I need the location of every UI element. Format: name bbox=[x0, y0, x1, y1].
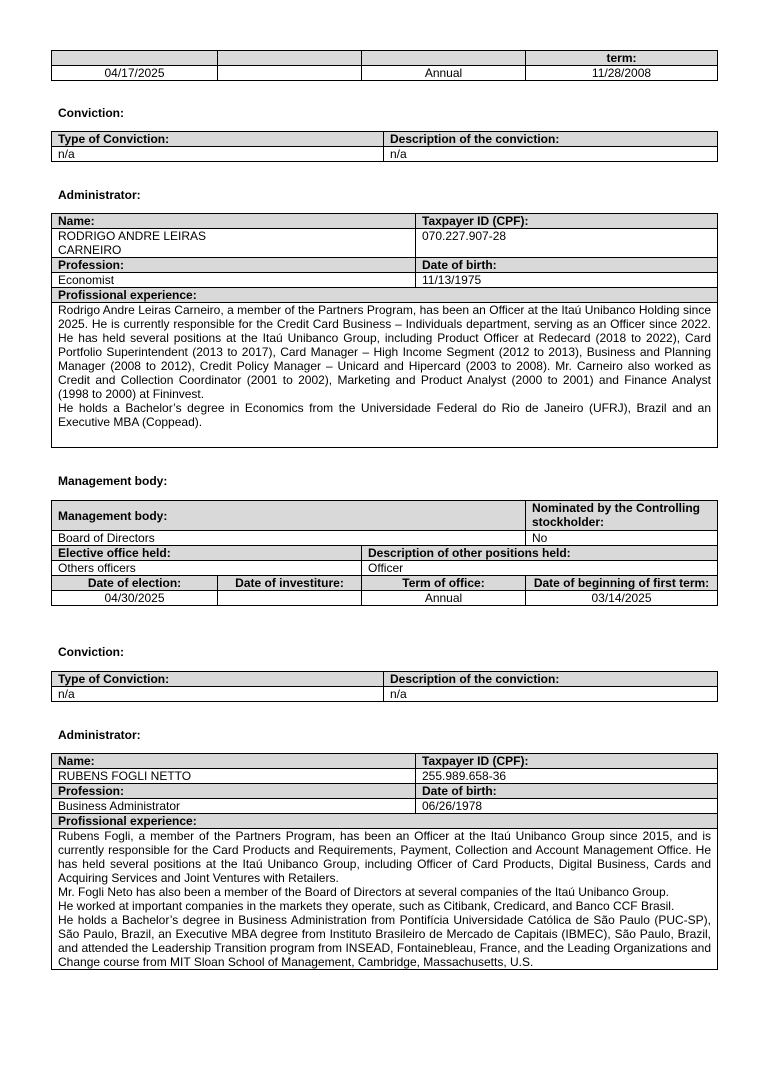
admin2-experience-paragraph: He worked at important companies in the markets they operate, such as Citibank, Credicard, and Banco CCF Brasil. bbox=[58, 899, 675, 913]
mgmt-investiture-value bbox=[218, 591, 362, 606]
admin1-experience-label: Profissional experience: bbox=[52, 288, 718, 303]
top-header-2 bbox=[218, 51, 362, 66]
conviction-table-2 bbox=[51, 671, 718, 702]
conviction-type-value: n/a bbox=[52, 147, 384, 162]
top-header-term: term: bbox=[526, 51, 718, 66]
admin1-dob-label: Date of birth: bbox=[416, 258, 718, 273]
management-body-heading: Management body: bbox=[58, 474, 168, 488]
conviction-desc-value: n/a bbox=[384, 687, 718, 702]
mgmt-body-value: Board of Directors bbox=[52, 531, 526, 546]
top-investiture-date bbox=[218, 66, 362, 81]
management-body-table bbox=[51, 500, 718, 606]
admin1-experience bbox=[52, 303, 718, 448]
admin2-profession: Business Administrator bbox=[52, 799, 416, 814]
conviction-heading-2: Conviction: bbox=[58, 645, 124, 659]
top-header-1 bbox=[52, 51, 218, 66]
mgmt-election-label: Date of election: bbox=[52, 576, 218, 591]
admin1-name-label: Name: bbox=[52, 214, 416, 229]
admin1-cpf-label: Taxpayer ID (CPF): bbox=[416, 214, 718, 229]
admin1-profession: Economist bbox=[52, 273, 416, 288]
mgmt-nominated-label: Nominated by the Controlling stockholder: bbox=[526, 501, 718, 531]
mgmt-elective-label: Elective office held: bbox=[52, 546, 362, 561]
mgmt-other-positions-label: Description of other positions held: bbox=[362, 546, 718, 561]
admin1-experience-paragraph: Rodrigo Andre Leiras Carneiro, a member of the Partners Program, has been an Officer at the Itaú Unibanco Holding since 2025. He is currently responsible for the Credit Card Business – Individuals department, serving as an Officer since 2022. He has held several positions at the Itaú Unibanco Group, including Product Officer at Redecard (2018 to 2022), Card Portfolio Superintendent (2013 to 2017), Card Manager – High Income Segment (2012 to 2013), Business and Planning Manager (2008 to 2012), Credit Policy Manager – Unicard and Hipercard (2003 to 2008). Mr. Carneiro also worked as Credit and Collection Coordinator (2001 to 2002), Marketing and Product Analyst (2000 to 2001) and Finance Analyst (1998 to 2000) at Fininvest. bbox=[58, 303, 711, 401]
conviction-desc-value: n/a bbox=[384, 147, 718, 162]
top-term-of-office: Annual bbox=[362, 66, 526, 81]
mgmt-first-term-label: Date of beginning of first term: bbox=[526, 576, 718, 591]
mgmt-investiture-label: Date of investiture: bbox=[218, 576, 362, 591]
admin2-experience bbox=[52, 829, 718, 970]
mgmt-first-term-value: 03/14/2025 bbox=[526, 591, 718, 606]
conviction-heading-1: Conviction: bbox=[58, 106, 124, 120]
conviction-type-label: Type of Conviction: bbox=[52, 132, 384, 147]
admin2-cpf: 255.989.658-36 bbox=[416, 769, 718, 784]
admin2-profession-label: Profession: bbox=[52, 784, 416, 799]
top-table bbox=[51, 50, 718, 81]
mgmt-term-label: Term of office: bbox=[362, 576, 526, 591]
admin1-profession-label: Profession: bbox=[52, 258, 416, 273]
mgmt-term-value: Annual bbox=[362, 591, 526, 606]
top-first-term-date: 11/28/2008 bbox=[526, 66, 718, 81]
administrator-heading-2: Administrator: bbox=[58, 728, 141, 742]
admin1-experience-paragraph: He holds a Bachelor’s degree in Economics from the Universidade Federal do Rio de Janeiro (UFRJ), Brazil and an Executive MBA (Coppead). bbox=[58, 401, 711, 429]
top-election-date: 04/17/2025 bbox=[52, 66, 218, 81]
admin1-cpf: 070.227.907-28 bbox=[416, 229, 718, 258]
admin2-experience-paragraph: He holds a Bachelor’s degree in Business Administration from Pontifícia Universidade Católica de São Paulo (PUC-SP), São Paulo, Brazil, an Executive MBA degree from Instituto Brasileiro de Mercado de Capitais (IBMEC), São Paulo, Brazil, and attended the Leadership Transition program from INSEAD, Fontainebleau, France, and the Leading Organizations and Change course from MIT Sloan School of Management, Cambridge, Massachusetts, U.S. bbox=[58, 913, 711, 969]
administrator-table-2 bbox=[51, 753, 718, 970]
conviction-type-label: Type of Conviction: bbox=[52, 672, 384, 687]
conviction-type-value: n/a bbox=[52, 687, 384, 702]
admin2-dob-label: Date of birth: bbox=[416, 784, 718, 799]
top-header-3 bbox=[362, 51, 526, 66]
admin2-name: RUBENS FOGLI NETTO bbox=[52, 769, 416, 784]
conviction-desc-label: Description of the conviction: bbox=[384, 672, 718, 687]
mgmt-nominated-value: No bbox=[526, 531, 718, 546]
mgmt-election-value: 04/30/2025 bbox=[52, 591, 218, 606]
administrator-table-1 bbox=[51, 213, 718, 448]
admin2-name-label: Name: bbox=[52, 754, 416, 769]
conviction-desc-label: Description of the conviction: bbox=[384, 132, 718, 147]
admin1-name: RODRIGO ANDRE LEIRAS CARNEIRO bbox=[52, 229, 416, 258]
admin2-dob: 06/26/1978 bbox=[416, 799, 718, 814]
conviction-table-1 bbox=[51, 131, 718, 162]
mgmt-other-positions-value: Officer bbox=[362, 561, 718, 576]
admin2-cpf-label: Taxpayer ID (CPF): bbox=[416, 754, 718, 769]
mgmt-body-label: Management body: bbox=[52, 501, 526, 531]
admin1-dob: 11/13/1975 bbox=[416, 273, 718, 288]
admin2-experience-paragraph: Mr. Fogli Neto has also been a member of the Board of Directors at several companies of the Itaú Unibanco Group. bbox=[58, 885, 669, 899]
admin2-experience-label: Profissional experience: bbox=[52, 814, 718, 829]
admin2-experience-paragraph: Rubens Fogli, a member of the Partners Program, has been an Officer at the Itaú Unibanco Group since 2015, and is currently responsible for the Card Products and Requirements, Payment, Collection and Account Management Office. He has held several positions at the Itaú Unibanco Group, including Officer of Card Products, Digital Business, Cards and Acquiring Services and Joint Ventures with Retailers. bbox=[58, 829, 711, 885]
mgmt-elective-value: Others officers bbox=[52, 561, 362, 576]
administrator-heading-1: Administrator: bbox=[58, 188, 141, 202]
